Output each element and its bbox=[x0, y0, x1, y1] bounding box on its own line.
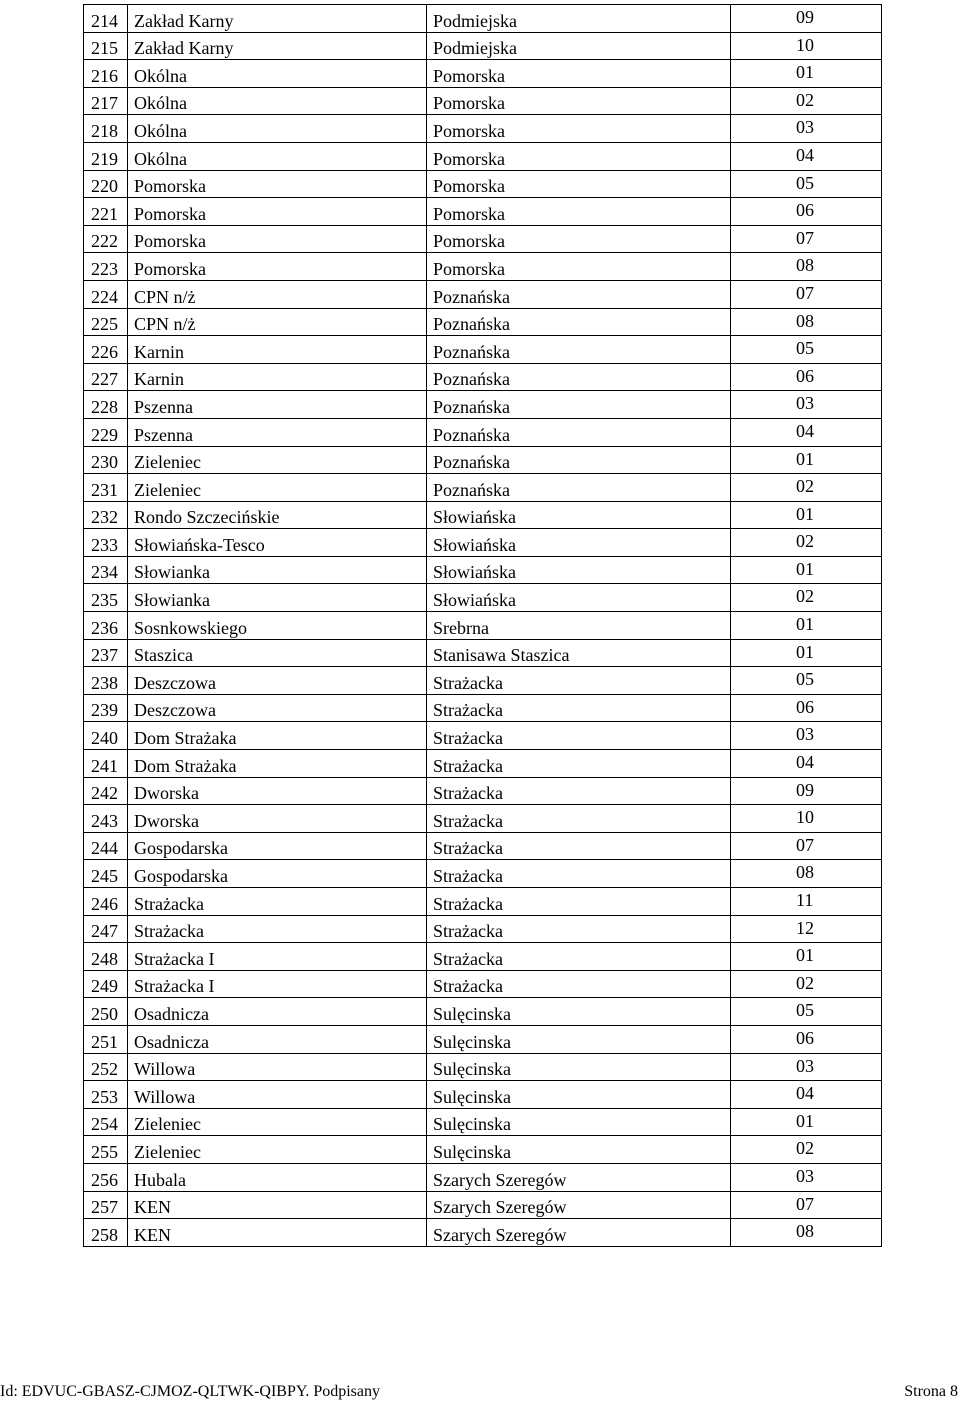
street-name-cell: Poznańska bbox=[427, 363, 731, 391]
stop-code-cell: 01 bbox=[731, 612, 882, 640]
street-name-cell: Pomorska bbox=[427, 253, 731, 281]
row-number-cell: 258 bbox=[84, 1219, 128, 1247]
stop-code-cell: 09 bbox=[731, 777, 882, 805]
row-number-cell: 231 bbox=[84, 474, 128, 502]
stop-name-cell: Pomorska bbox=[128, 198, 427, 226]
street-name-cell: Szarych Szeregów bbox=[427, 1191, 731, 1219]
table-row bbox=[84, 832, 882, 860]
stop-name-cell: Osadnicza bbox=[128, 998, 427, 1026]
stop-name-cell: Karnin bbox=[128, 363, 427, 391]
row-number-cell: 225 bbox=[84, 308, 128, 336]
row-number-cell: 255 bbox=[84, 1136, 128, 1164]
street-name-cell: Strażacka bbox=[427, 667, 731, 695]
table-row bbox=[84, 943, 882, 971]
street-name-cell: Poznańska bbox=[427, 336, 731, 364]
table-row bbox=[84, 750, 882, 778]
table-row bbox=[84, 363, 882, 391]
stop-name-cell: Pszenna bbox=[128, 391, 427, 419]
stop-name-cell: Strażacka I bbox=[128, 943, 427, 971]
stop-name-cell: Hubala bbox=[128, 1163, 427, 1191]
table-row bbox=[84, 1081, 882, 1109]
stop-code-cell: 06 bbox=[731, 198, 882, 226]
street-name-cell: Sulęcinska bbox=[427, 1081, 731, 1109]
row-number-cell: 226 bbox=[84, 336, 128, 364]
row-number-cell: 229 bbox=[84, 418, 128, 446]
stop-code-cell: 12 bbox=[731, 915, 882, 943]
stop-code-cell: 01 bbox=[731, 446, 882, 474]
street-name-cell: Pomorska bbox=[427, 170, 731, 198]
stop-name-cell: Okólna bbox=[128, 60, 427, 88]
street-name-cell: Strażacka bbox=[427, 970, 731, 998]
stop-code-cell: 05 bbox=[731, 667, 882, 695]
stop-name-cell: KEN bbox=[128, 1219, 427, 1247]
row-number-cell: 246 bbox=[84, 888, 128, 916]
stop-name-cell: Deszczowa bbox=[128, 667, 427, 695]
table-row bbox=[84, 1053, 882, 1081]
stop-code-cell: 05 bbox=[731, 998, 882, 1026]
stop-code-cell: 04 bbox=[731, 750, 882, 778]
row-number-cell: 242 bbox=[84, 777, 128, 805]
stop-name-cell: Willowa bbox=[128, 1053, 427, 1081]
table-row bbox=[84, 501, 882, 529]
row-number-cell: 215 bbox=[84, 32, 128, 60]
row-number-cell: 223 bbox=[84, 253, 128, 281]
stop-code-cell: 08 bbox=[731, 308, 882, 336]
row-number-cell: 245 bbox=[84, 860, 128, 888]
stop-code-cell: 02 bbox=[731, 474, 882, 502]
stop-name-cell: Zieleniec bbox=[128, 1136, 427, 1164]
table-row bbox=[84, 142, 882, 170]
street-name-cell: Słowiańska bbox=[427, 501, 731, 529]
table-row bbox=[84, 87, 882, 115]
stop-code-cell: 04 bbox=[731, 142, 882, 170]
table-row bbox=[84, 722, 882, 750]
stop-name-cell: Staszica bbox=[128, 639, 427, 667]
street-name-cell: Podmiejska bbox=[427, 32, 731, 60]
table-row bbox=[84, 391, 882, 419]
table-row bbox=[84, 280, 882, 308]
street-name-cell: Poznańska bbox=[427, 474, 731, 502]
street-name-cell: Podmiejska bbox=[427, 5, 731, 33]
stop-code-cell: 02 bbox=[731, 529, 882, 557]
stop-name-cell: Strażacka bbox=[128, 888, 427, 916]
street-name-cell: Pomorska bbox=[427, 225, 731, 253]
stops-table-body bbox=[84, 5, 882, 1247]
stop-code-cell: 03 bbox=[731, 722, 882, 750]
street-name-cell: Stanisawa Staszica bbox=[427, 639, 731, 667]
stop-name-cell: Karnin bbox=[128, 336, 427, 364]
stop-name-cell: Zieleniec bbox=[128, 446, 427, 474]
table-row bbox=[84, 556, 882, 584]
stop-name-cell: Willowa bbox=[128, 1081, 427, 1109]
stop-name-cell: Słowianka bbox=[128, 556, 427, 584]
table-row bbox=[84, 694, 882, 722]
table-row bbox=[84, 639, 882, 667]
table-row bbox=[84, 198, 882, 226]
stop-code-cell: 10 bbox=[731, 32, 882, 60]
stop-name-cell: Strażacka I bbox=[128, 970, 427, 998]
stop-name-cell: Słowiańska-Tesco bbox=[128, 529, 427, 557]
stop-code-cell: 07 bbox=[731, 832, 882, 860]
stop-name-cell: Dworska bbox=[128, 777, 427, 805]
row-number-cell: 227 bbox=[84, 363, 128, 391]
stop-code-cell: 04 bbox=[731, 418, 882, 446]
stop-code-cell: 01 bbox=[731, 943, 882, 971]
stop-code-cell: 11 bbox=[731, 888, 882, 916]
stop-name-cell: Osadnicza bbox=[128, 1025, 427, 1053]
stop-name-cell: Dworska bbox=[128, 805, 427, 833]
row-number-cell: 240 bbox=[84, 722, 128, 750]
table-row bbox=[84, 32, 882, 60]
footer-document-id: Id: EDVUC-GBASZ-CJMOZ-QLTWK-QIBPY. Podpisany bbox=[0, 1383, 381, 1400]
table-row bbox=[84, 860, 882, 888]
table-row bbox=[84, 474, 882, 502]
street-name-cell: Sulęcinska bbox=[427, 998, 731, 1026]
stop-code-cell: 08 bbox=[731, 253, 882, 281]
row-number-cell: 238 bbox=[84, 667, 128, 695]
row-number-cell: 241 bbox=[84, 750, 128, 778]
table-row bbox=[84, 777, 882, 805]
stop-code-cell: 06 bbox=[731, 694, 882, 722]
table-row bbox=[84, 584, 882, 612]
table-row bbox=[84, 970, 882, 998]
row-number-cell: 228 bbox=[84, 391, 128, 419]
row-number-cell: 252 bbox=[84, 1053, 128, 1081]
table-row bbox=[84, 612, 882, 640]
table-row bbox=[84, 60, 882, 88]
stop-name-cell: Zakład Karny bbox=[128, 32, 427, 60]
stop-code-cell: 03 bbox=[731, 115, 882, 143]
street-name-cell: Pomorska bbox=[427, 198, 731, 226]
street-name-cell: Sulęcinska bbox=[427, 1053, 731, 1081]
street-name-cell: Poznańska bbox=[427, 446, 731, 474]
stop-name-cell: Dom Strażaka bbox=[128, 750, 427, 778]
street-name-cell: Poznańska bbox=[427, 418, 731, 446]
street-name-cell: Strażacka bbox=[427, 805, 731, 833]
stop-name-cell: Pomorska bbox=[128, 253, 427, 281]
stop-code-cell: 08 bbox=[731, 1219, 882, 1247]
street-name-cell: Srebrna bbox=[427, 612, 731, 640]
row-number-cell: 237 bbox=[84, 639, 128, 667]
table-row bbox=[84, 253, 882, 281]
table-row bbox=[84, 446, 882, 474]
table-row bbox=[84, 115, 882, 143]
row-number-cell: 257 bbox=[84, 1191, 128, 1219]
street-name-cell: Słowiańska bbox=[427, 556, 731, 584]
row-number-cell: 214 bbox=[84, 5, 128, 33]
street-name-cell: Szarych Szeregów bbox=[427, 1219, 731, 1247]
stop-name-cell: Okólna bbox=[128, 115, 427, 143]
stop-name-cell: Słowianka bbox=[128, 584, 427, 612]
row-number-cell: 224 bbox=[84, 280, 128, 308]
stop-code-cell: 07 bbox=[731, 280, 882, 308]
street-name-cell: Strażacka bbox=[427, 888, 731, 916]
stop-code-cell: 08 bbox=[731, 860, 882, 888]
street-name-cell: Strażacka bbox=[427, 832, 731, 860]
row-number-cell: 251 bbox=[84, 1025, 128, 1053]
row-number-cell: 219 bbox=[84, 142, 128, 170]
row-number-cell: 218 bbox=[84, 115, 128, 143]
stop-code-cell: 03 bbox=[731, 1053, 882, 1081]
street-name-cell: Sulęcinska bbox=[427, 1025, 731, 1053]
stop-code-cell: 09 bbox=[731, 5, 882, 33]
stop-code-cell: 01 bbox=[731, 60, 882, 88]
stop-code-cell: 04 bbox=[731, 1081, 882, 1109]
table-row bbox=[84, 1191, 882, 1219]
stop-code-cell: 02 bbox=[731, 970, 882, 998]
row-number-cell: 244 bbox=[84, 832, 128, 860]
row-number-cell: 253 bbox=[84, 1081, 128, 1109]
stop-name-cell: Strażacka bbox=[128, 915, 427, 943]
row-number-cell: 235 bbox=[84, 584, 128, 612]
street-name-cell: Strażacka bbox=[427, 943, 731, 971]
table-row bbox=[84, 1025, 882, 1053]
stop-code-cell: 01 bbox=[731, 501, 882, 529]
street-name-cell: Sulęcinska bbox=[427, 1136, 731, 1164]
stop-name-cell: Rondo Szczecińskie bbox=[128, 501, 427, 529]
row-number-cell: 239 bbox=[84, 694, 128, 722]
table-row bbox=[84, 225, 882, 253]
street-name-cell: Szarych Szeregów bbox=[427, 1163, 731, 1191]
stop-name-cell: Zieleniec bbox=[128, 1108, 427, 1136]
stop-code-cell: 06 bbox=[731, 1025, 882, 1053]
street-name-cell: Strażacka bbox=[427, 777, 731, 805]
table-row bbox=[84, 888, 882, 916]
stop-code-cell: 01 bbox=[731, 639, 882, 667]
stop-code-cell: 07 bbox=[731, 225, 882, 253]
table-row bbox=[84, 1136, 882, 1164]
stop-name-cell: Zieleniec bbox=[128, 474, 427, 502]
street-name-cell: Poznańska bbox=[427, 280, 731, 308]
table-row bbox=[84, 1219, 882, 1247]
table-row bbox=[84, 5, 882, 33]
street-name-cell: Pomorska bbox=[427, 87, 731, 115]
stop-code-cell: 05 bbox=[731, 336, 882, 364]
stop-name-cell: CPN n/ż bbox=[128, 308, 427, 336]
street-name-cell: Poznańska bbox=[427, 308, 731, 336]
stop-code-cell: 03 bbox=[731, 391, 882, 419]
street-name-cell: Strażacka bbox=[427, 694, 731, 722]
table-row bbox=[84, 1163, 882, 1191]
row-number-cell: 222 bbox=[84, 225, 128, 253]
street-name-cell: Poznańska bbox=[427, 391, 731, 419]
stop-name-cell: Gospodarska bbox=[128, 860, 427, 888]
stop-code-cell: 05 bbox=[731, 170, 882, 198]
table-row bbox=[84, 1108, 882, 1136]
table-row bbox=[84, 667, 882, 695]
row-number-cell: 221 bbox=[84, 198, 128, 226]
row-number-cell: 233 bbox=[84, 529, 128, 557]
row-number-cell: 254 bbox=[84, 1108, 128, 1136]
stop-name-cell: Pszenna bbox=[128, 418, 427, 446]
street-name-cell: Strażacka bbox=[427, 860, 731, 888]
table-row bbox=[84, 170, 882, 198]
table-row bbox=[84, 336, 882, 364]
stop-code-cell: 01 bbox=[731, 556, 882, 584]
table-row bbox=[84, 418, 882, 446]
street-name-cell: Pomorska bbox=[427, 115, 731, 143]
stop-name-cell: Gospodarska bbox=[128, 832, 427, 860]
stops-table bbox=[83, 4, 882, 1247]
stop-name-cell: Deszczowa bbox=[128, 694, 427, 722]
stop-code-cell: 02 bbox=[731, 1136, 882, 1164]
stop-code-cell: 03 bbox=[731, 1163, 882, 1191]
street-name-cell: Pomorska bbox=[427, 60, 731, 88]
stop-name-cell: Pomorska bbox=[128, 225, 427, 253]
row-number-cell: 249 bbox=[84, 970, 128, 998]
stop-code-cell: 10 bbox=[731, 805, 882, 833]
stop-code-cell: 02 bbox=[731, 584, 882, 612]
row-number-cell: 243 bbox=[84, 805, 128, 833]
street-name-cell: Strażacka bbox=[427, 750, 731, 778]
street-name-cell: Słowiańska bbox=[427, 584, 731, 612]
row-number-cell: 217 bbox=[84, 87, 128, 115]
stop-name-cell: Pomorska bbox=[128, 170, 427, 198]
table-row bbox=[84, 915, 882, 943]
stop-code-cell: 06 bbox=[731, 363, 882, 391]
street-name-cell: Sulęcinska bbox=[427, 1108, 731, 1136]
stop-name-cell: KEN bbox=[128, 1191, 427, 1219]
table-row bbox=[84, 998, 882, 1026]
stop-name-cell: Dom Strażaka bbox=[128, 722, 427, 750]
stop-name-cell: Okólna bbox=[128, 142, 427, 170]
table-row bbox=[84, 308, 882, 336]
row-number-cell: 250 bbox=[84, 998, 128, 1026]
stop-code-cell: 07 bbox=[731, 1191, 882, 1219]
street-name-cell: Pomorska bbox=[427, 142, 731, 170]
row-number-cell: 248 bbox=[84, 943, 128, 971]
stop-name-cell: CPN n/ż bbox=[128, 280, 427, 308]
row-number-cell: 216 bbox=[84, 60, 128, 88]
row-number-cell: 236 bbox=[84, 612, 128, 640]
stop-name-cell: Okólna bbox=[128, 87, 427, 115]
row-number-cell: 234 bbox=[84, 556, 128, 584]
table-row bbox=[84, 805, 882, 833]
footer-page-number: Strona 8 bbox=[904, 1383, 958, 1400]
row-number-cell: 230 bbox=[84, 446, 128, 474]
row-number-cell: 256 bbox=[84, 1163, 128, 1191]
stop-code-cell: 02 bbox=[731, 87, 882, 115]
street-name-cell: Strażacka bbox=[427, 915, 731, 943]
street-name-cell: Słowiańska bbox=[427, 529, 731, 557]
row-number-cell: 232 bbox=[84, 501, 128, 529]
stop-name-cell: Zakład Karny bbox=[128, 5, 427, 33]
row-number-cell: 220 bbox=[84, 170, 128, 198]
stop-code-cell: 01 bbox=[731, 1108, 882, 1136]
stop-name-cell: Sosnkowskiego bbox=[128, 612, 427, 640]
row-number-cell: 247 bbox=[84, 915, 128, 943]
street-name-cell: Strażacka bbox=[427, 722, 731, 750]
table-row bbox=[84, 529, 882, 557]
